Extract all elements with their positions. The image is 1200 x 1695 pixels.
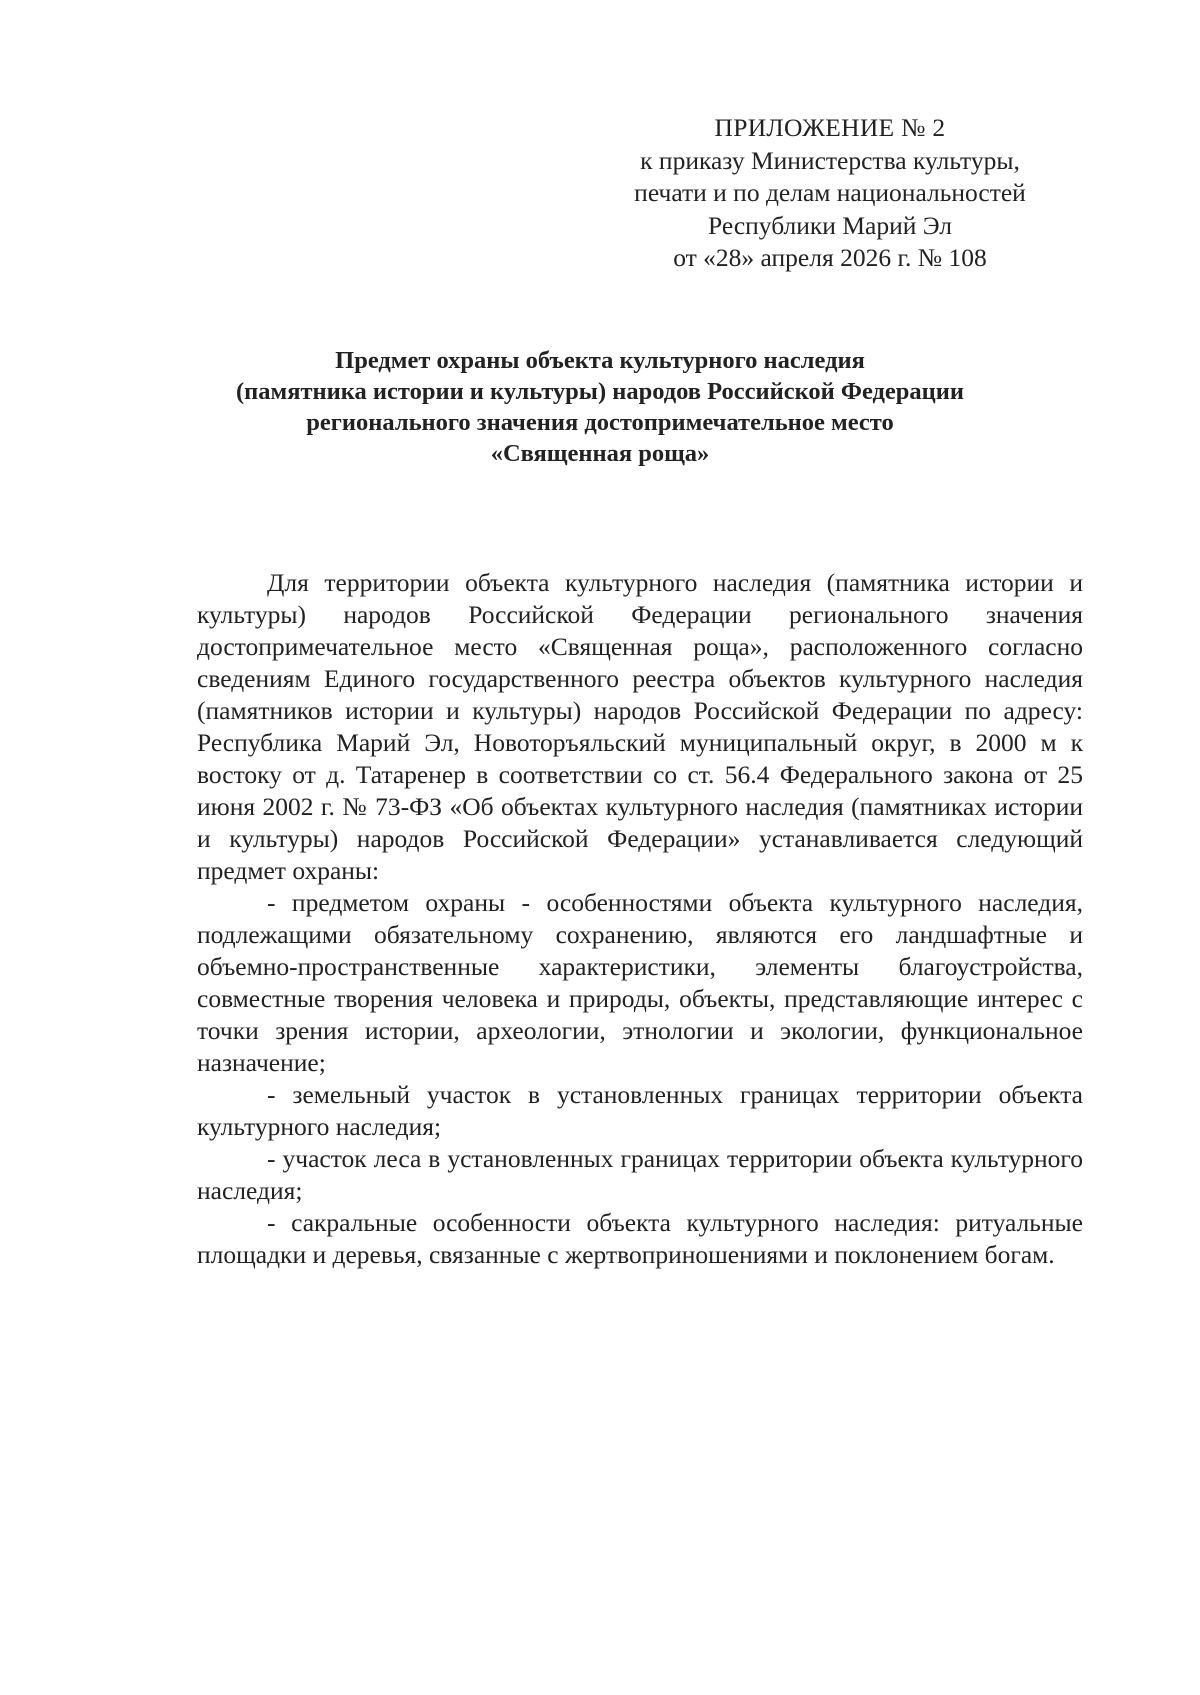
list-item-protection-subject: - предметом охраны - особенностями объекта культурного наследия, подлежащими обязательному сохранению, являются его ландшафтные и объемно-пространственные характеристики, элементы благоустройства, совместные творения человека и природы, объекты, представляющие интерес с точки зрения истории, археологии, этнологии и экологии, функциональное назначение; [197,888,1083,1077]
title-line-4: «Священная роща» [490,440,710,467]
intro-paragraph: Для территории объекта культурного наследия (памятника истории и культуры) народов Российской Федерации регионального значения достопримечательное место «Священная роща», расположенного согласно сведениям Единого государственного реестра объектов культурного наследия (памятников истории и культуры) народов Российской Федерации по адресу: Республика Марий Эл, Новоторъяльский муниципальный округ, в 2000 м к востоку от д. Татаренер в соответствии со ст. 56.4 Федерального закона от 25 июня 2002 г. № 73-ФЗ «Об объектах культурного наследия (памятниках истории и культуры) народов Российской Федерации» устанавливается следующий предмет охраны: [197,568,1083,885]
list-item-forest-plot: - участок леса в установленных границах территории объекта культурного наследия; [197,1144,1083,1205]
title-line-3: регионального значения достопримечательное место [306,409,894,436]
annex-header [610,112,1050,275]
annex-line-ministry: печати и по делам национальностей [634,178,1026,207]
annex-line-date: от «28» апреля 2026 г. № 108 [673,243,987,272]
annex-line-republic: Республики Марий Эл [708,210,952,240]
document-title [150,345,1050,469]
list-item-land-plot: - земельный участок в установленных границах территории объекта культурного наследия; [197,1080,1083,1141]
annex-line-order: к приказу Министерства культуры, [640,145,1020,175]
title-line-1: Предмет охраны объекта культурного наследия [335,347,865,374]
title-line-2: (памятника истории и культуры) народов Российской Федерации [236,378,964,405]
document-body [197,567,1083,1271]
annex-title: ПРИЛОЖЕНИЕ № 2 [714,113,946,142]
list-item-sacral-features: - сакральные особенности объекта культурного наследия: ритуальные площадки и деревья, связанные с жертвоприношениями и поклонением богам. [197,1208,1083,1269]
